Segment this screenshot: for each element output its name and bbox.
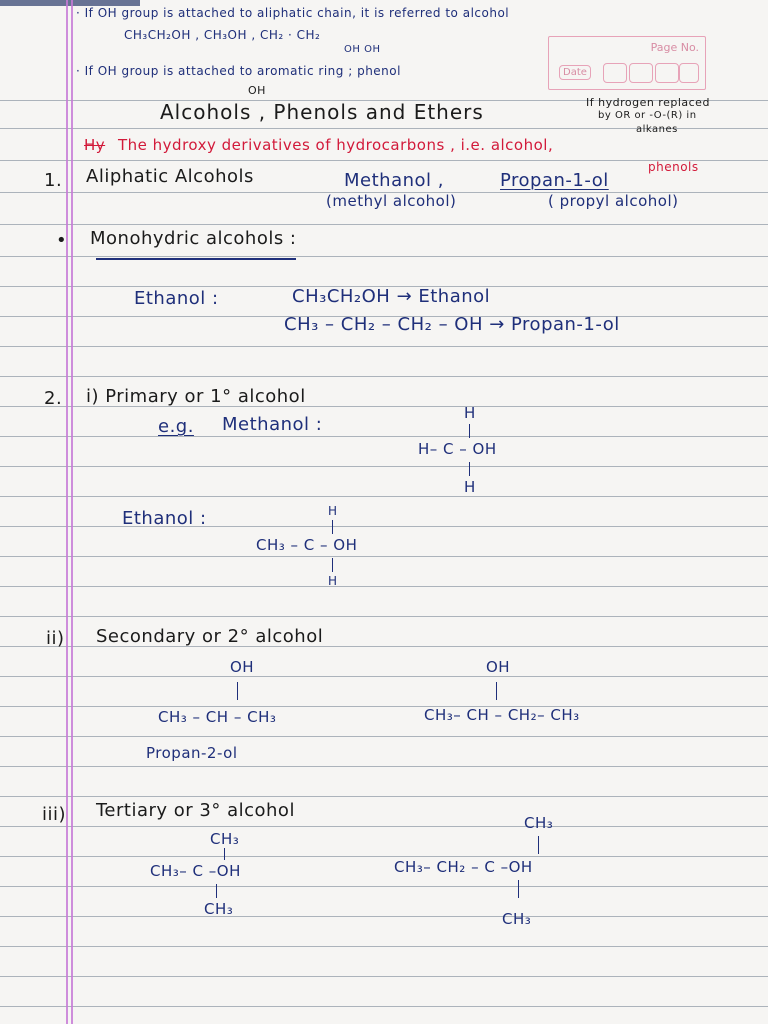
- example-propanol: Propan-1-ol: [500, 170, 609, 191]
- primary-heading: i) Primary or 1° alcohol: [86, 386, 306, 407]
- bond: [237, 682, 238, 700]
- bond: [332, 520, 333, 534]
- ethanol-formula: CH₃CH₂OH → Ethanol: [292, 286, 491, 307]
- intro-phenols: phenols: [648, 160, 699, 174]
- date-box: [603, 63, 627, 83]
- propanol-formula: CH₃ – CH₂ – CH₂ – OH → Propan-1-ol: [284, 314, 620, 335]
- tertiary-ex1-top: CH₃: [210, 830, 240, 848]
- methanol-label: Methanol :: [222, 414, 323, 435]
- tertiary-ex2-top: CH₃: [524, 814, 554, 832]
- ruled-line: [0, 586, 768, 587]
- eg-label: e.g.: [158, 416, 194, 437]
- section-iii-number: iii): [42, 804, 67, 825]
- ruled-line: [0, 676, 768, 677]
- ethanol-bottom-h: H: [328, 574, 338, 588]
- page-date-stamp: [548, 36, 706, 90]
- ruled-line: [0, 466, 768, 467]
- title-oh-mark: OH: [248, 84, 266, 97]
- title-side-note-3: alkanes: [636, 124, 678, 135]
- ruled-line: [0, 766, 768, 767]
- intro-strikeout: Hy: [84, 136, 106, 154]
- tertiary-heading: Tertiary or 3° alcohol: [96, 800, 295, 821]
- date-box: [655, 63, 679, 83]
- bond: [538, 836, 539, 854]
- methanol-top-h: H: [464, 404, 476, 422]
- title-side-note-2: by OR or -O-(R) in: [598, 110, 697, 121]
- ruled-line: [0, 916, 768, 917]
- page-title: Alcohols , Phenols and Ethers: [160, 100, 484, 124]
- ruled-line: [0, 796, 768, 797]
- date-label: Date: [559, 65, 591, 80]
- example-propanol-note: ( propyl alcohol): [548, 192, 679, 210]
- ethanol-top-h: H: [328, 504, 338, 518]
- methanol-bottom-h: H: [464, 478, 476, 496]
- tertiary-ex2-bottom: CH₃: [502, 910, 532, 928]
- ruled-line: [0, 736, 768, 737]
- ruled-line: [0, 526, 768, 527]
- date-box: [629, 63, 653, 83]
- bond: [216, 884, 217, 898]
- tertiary-ex2-middle: CH₃– CH₂ – C –OH: [394, 858, 533, 876]
- tertiary-ex1-bottom: CH₃: [204, 900, 234, 918]
- bond: [469, 424, 470, 438]
- bond: [332, 558, 333, 572]
- ethanol-struct-label: Ethanol :: [122, 508, 207, 529]
- bond: [224, 848, 225, 860]
- secondary-heading: Secondary or 2° alcohol: [96, 626, 324, 647]
- section-1-number: 1.: [44, 170, 63, 191]
- secondary-ex2-oh: OH: [486, 658, 511, 676]
- ruled-line: [0, 886, 768, 887]
- intro-definition: The hydroxy derivatives of hydrocarbons , i.e. alcohol,: [118, 136, 554, 154]
- ruled-line: [0, 224, 768, 225]
- ruled-line: [0, 976, 768, 977]
- note-examples-oh: OH OH: [344, 44, 381, 55]
- ethanol-label: Ethanol :: [134, 288, 219, 309]
- section-ii-number: ii): [46, 628, 65, 649]
- ruled-line: [0, 376, 768, 377]
- section-2-number: 2.: [44, 388, 63, 409]
- note-aliphatic: · If OH group is attached to aliphatic chain, it is referred to alcohol: [76, 6, 510, 20]
- methanol-middle: H– C – OH: [418, 440, 497, 458]
- bond: [518, 880, 519, 898]
- example-methanol-note: (methyl alcohol): [326, 192, 457, 210]
- tertiary-ex1-middle: CH₃– C –OH: [150, 862, 241, 880]
- example-methanol: Methanol ,: [344, 170, 444, 191]
- ruled-line: [0, 706, 768, 707]
- title-side-note-1: If hydrogen replaced: [586, 96, 710, 109]
- propan-2-ol-name: Propan-2-ol: [146, 744, 238, 762]
- section-1-heading: Aliphatic Alcohols: [86, 166, 254, 187]
- page-no-label: Page No.: [650, 41, 699, 54]
- bond: [469, 462, 470, 476]
- monohydric-heading: Monohydric alcohols :: [90, 228, 297, 249]
- note-examples: CH₃CH₂OH , CH₃OH , CH₂ · CH₂: [124, 28, 321, 42]
- margin-line: [66, 0, 68, 1024]
- ruled-line: [0, 346, 768, 347]
- bullet: •: [56, 230, 68, 251]
- ruled-line: [0, 1006, 768, 1007]
- ethanol-middle: CH₃ – C – OH: [256, 536, 358, 554]
- date-box: [679, 63, 699, 83]
- secondary-ex1-oh: OH: [230, 658, 255, 676]
- ruled-line: [0, 436, 768, 437]
- ruled-line: [0, 856, 768, 857]
- secondary-ex2-chain: CH₃– CH – CH₂– CH₃: [424, 706, 580, 724]
- note-aromatic: · If OH group is attached to aromatic ring ; phenol: [76, 64, 401, 78]
- ruled-line: [0, 556, 768, 557]
- ruled-line: [0, 256, 768, 257]
- heading-underline: [96, 258, 296, 260]
- ruled-line: [0, 616, 768, 617]
- ruled-line: [0, 496, 768, 497]
- margin-line: [71, 0, 73, 1024]
- ruled-line: [0, 946, 768, 947]
- secondary-ex1-chain: CH₃ – CH – CH₃: [158, 708, 277, 726]
- bond: [496, 682, 497, 700]
- ruled-line: [0, 826, 768, 827]
